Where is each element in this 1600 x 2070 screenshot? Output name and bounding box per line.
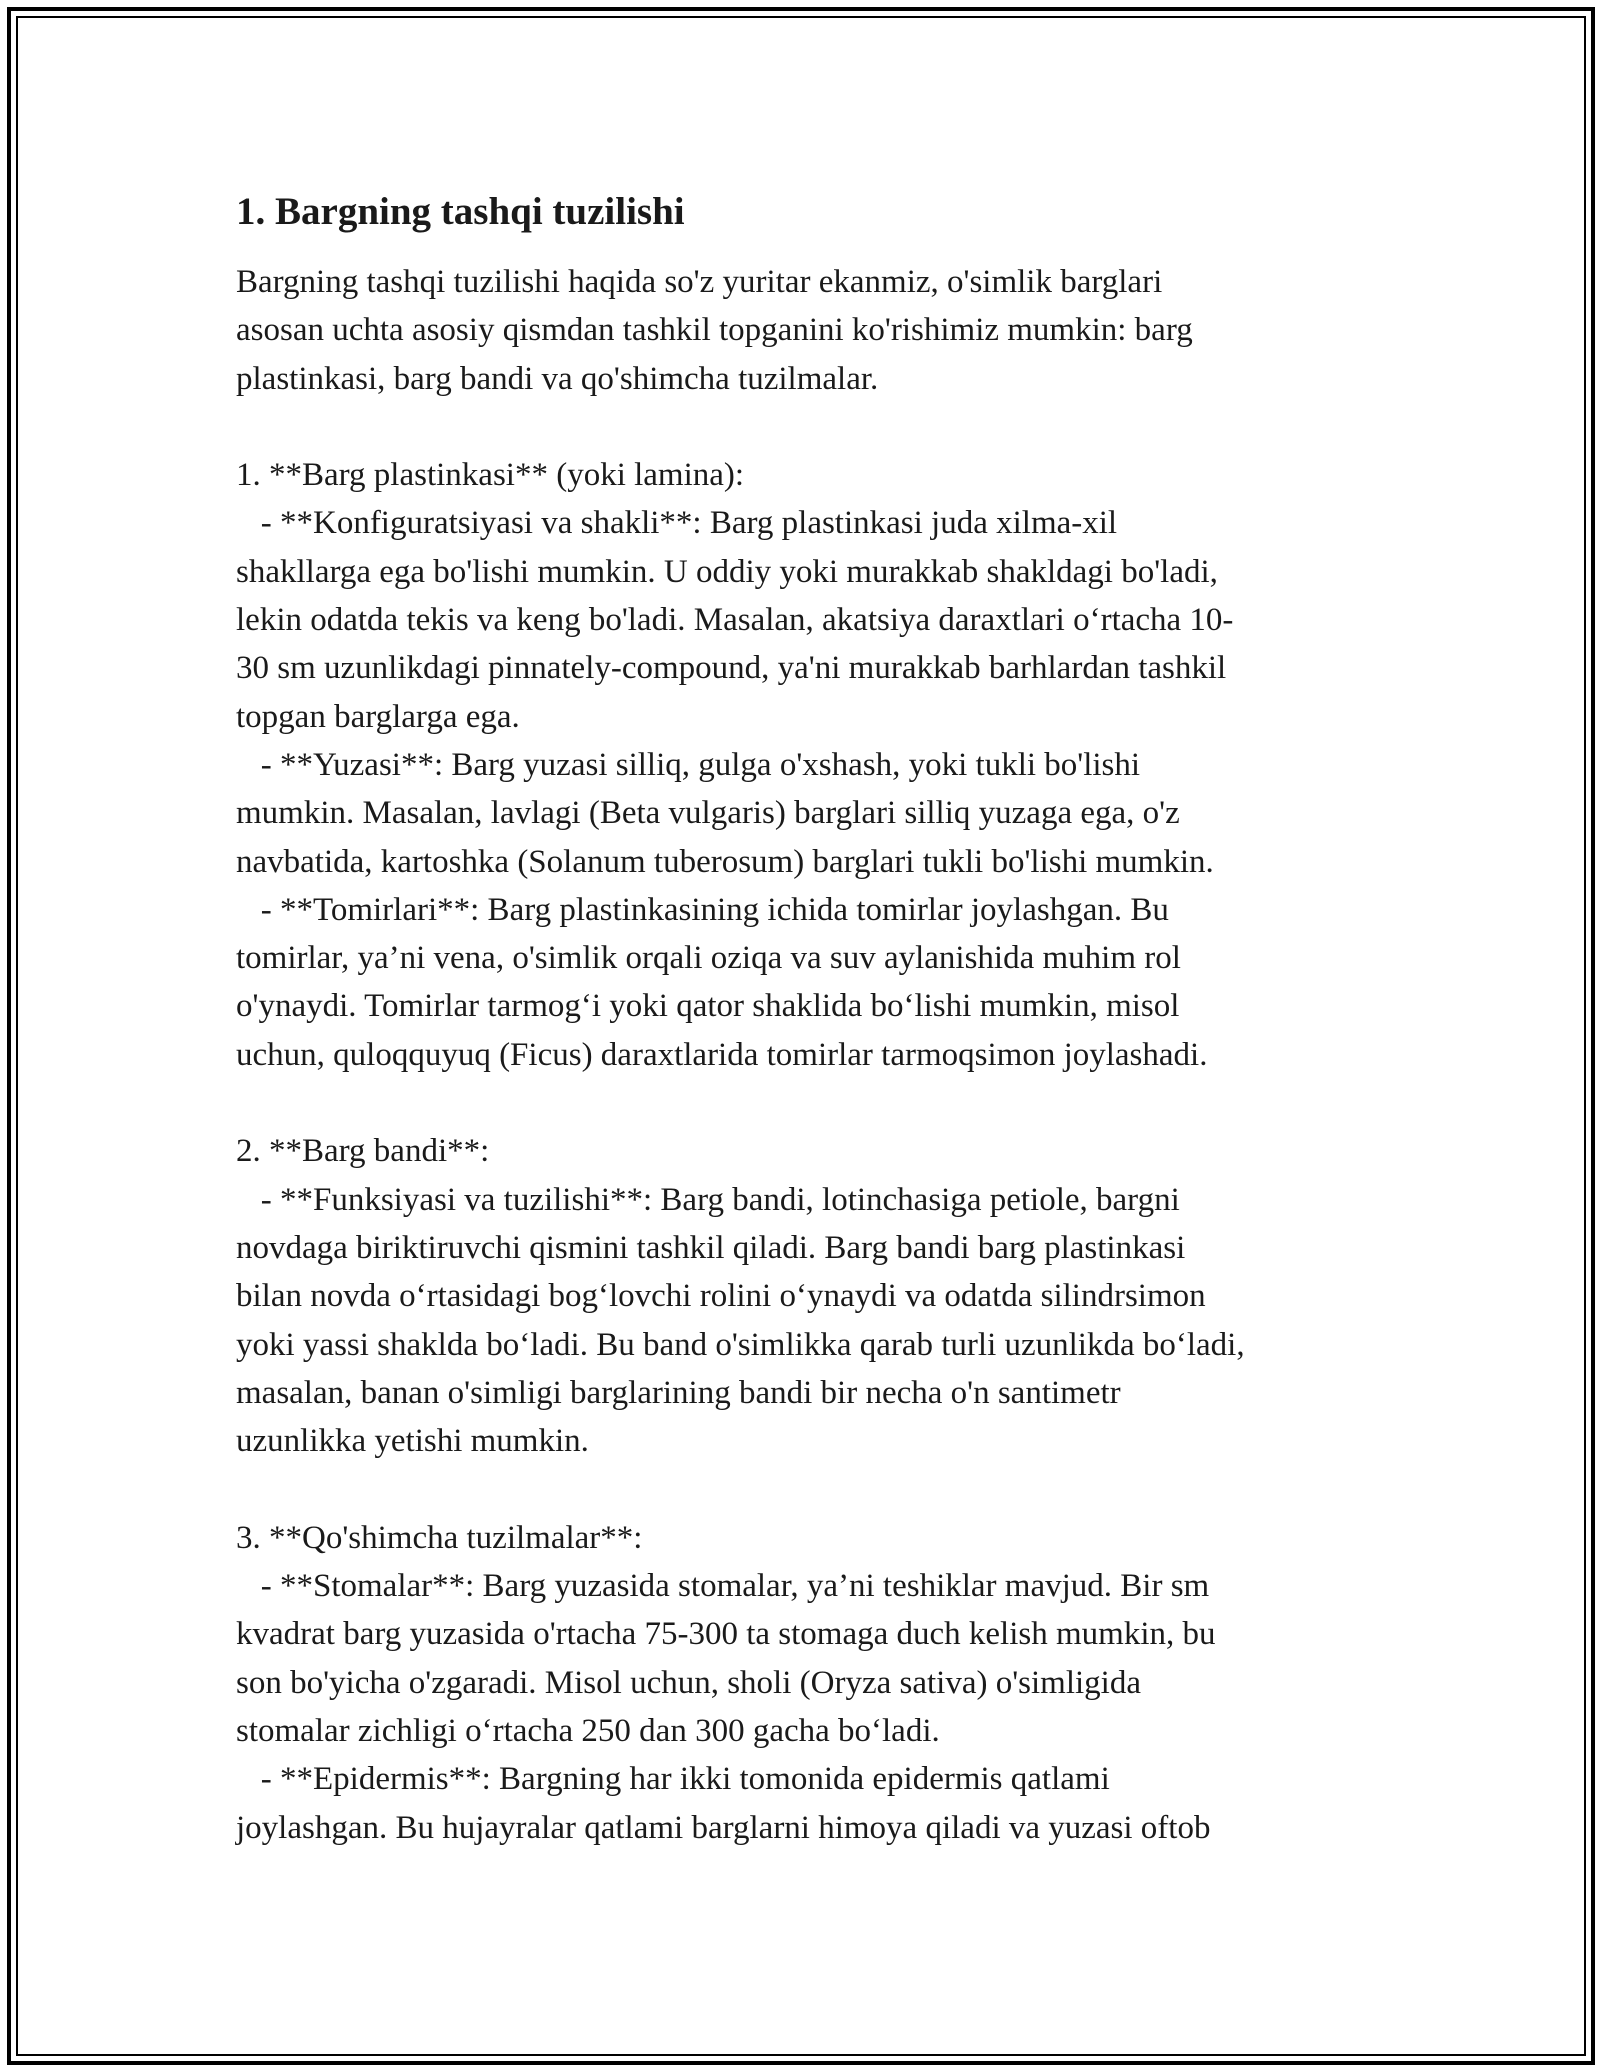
text-line: plastinkasi, barg bandi va qo'shimcha tuzilmalar. [236, 360, 879, 397]
text-line: - **Tomirlari**: Barg plastinkasining ichida tomirlar joylashgan. Bu [236, 891, 1169, 928]
text-line: o'ynaydi. Tomirlar tarmog‘i yoki qator shaklida bo‘lishi mumkin, misol [236, 988, 1180, 1025]
text-line: son bo'yicha o'zgaradi. Misol uchun, sholi (Oryza sativa) o'simligida [236, 1664, 1141, 1701]
text-line: - **Epidermis**: Bargning har ikki tomonida epidermis qatlami [236, 1761, 1110, 1798]
text-line: 30 sm uzunlikdagi pinnately-compound, ya'ni murakkab barhlardan tashkil [236, 650, 1227, 687]
text-line: bilan novda o‘rtasidagi bog‘lovchi rolini o‘ynaydi va odatda silindrsimon [236, 1278, 1206, 1315]
text-line: topgan barglarga ega. [236, 698, 520, 735]
text-line: tomirlar, ya’ni vena, o'simlik orqali oziqa va suv aylanishida muhim rol [236, 940, 1181, 977]
text-line: novdaga biriktiruvchi qismini tashkil qiladi. Barg bandi barg plastinkasi [236, 1229, 1186, 1266]
text-line: yoki yassi shaklda bo‘ladi. Bu band o'simlikka qarab turli uzunlikda bo‘ladi, [236, 1326, 1245, 1363]
text-line: uzunlikka yetishi mumkin. [236, 1423, 589, 1460]
text-line: 1. **Barg plastinkasi** (yoki lamina): [236, 457, 745, 494]
text-line: shakllarga ega bo'lishi mumkin. U oddiy yoki murakkab shakldagi bo'ladi, [236, 553, 1218, 590]
text-line: 2. **Barg bandi**: [236, 1133, 490, 1170]
text-line: asosan uchta asosiy qismdan tashkil topganini ko'rishimiz mumkin: barg [236, 312, 1193, 349]
section-heading: 1. Bargning tashqi tuzilishi [236, 190, 685, 233]
text-line: kvadrat barg yuzasida o'rtacha 75-300 ta stomaga duch kelish mumkin, bu [236, 1616, 1216, 1653]
text-line: - **Stomalar**: Barg yuzasida stomalar, ya’ni teshiklar mavjud. Bir sm [236, 1568, 1210, 1605]
text-line: navbatida, kartoshka (Solanum tuberosum) barglari tukli bo'lishi mumkin. [236, 843, 1214, 880]
text-line: Bargning tashqi tuzilishi haqida so'z yuritar ekanmiz, o'simlik barglari [236, 264, 1163, 300]
blank-line [236, 1079, 1366, 1127]
text-line: masalan, banan o'simligi barglarining bandi bir necha o'n santimetr [236, 1374, 1121, 1411]
blank-line [236, 403, 1366, 451]
text-line: stomalar zichligi o‘rtacha 250 dan 300 gacha bo‘ladi. [236, 1712, 940, 1749]
text-line: joylashgan. Bu hujayralar qatlami barglarni himoya qiladi va yuzasi oftob [236, 1809, 1211, 1846]
text-line: mumkin. Masalan, lavlagi (Beta vulgaris) barglari silliq yuzaga ega, o'z [236, 795, 1180, 832]
text-line: uchun, quloqquyuq (Ficus) daraxtlarida tomirlar tarmoqsimon joylashadi. [236, 1036, 1208, 1073]
paragraph-lines [236, 258, 1366, 1852]
text-line: lekin odatda tekis va keng bo'ladi. Masalan, akatsiya daraxtlari o‘rtacha 10- [236, 602, 1234, 639]
document-body [236, 188, 1366, 1852]
text-line: 3. **Qo'shimcha tuzilmalar**: [236, 1519, 643, 1556]
blank-line [236, 1465, 1366, 1513]
text-line: - **Yuzasi**: Barg yuzasi silliq, gulga o'xshash, yoki tukli bo'lishi [236, 746, 1141, 783]
text-line: - **Konfiguratsiyasi va shakli**: Barg plastinkasi juda xilma-xil [236, 505, 1118, 542]
text-line: - **Funksiyasi va tuzilishi**: Barg bandi, lotinchasiga petiole, bargni [236, 1181, 1180, 1218]
